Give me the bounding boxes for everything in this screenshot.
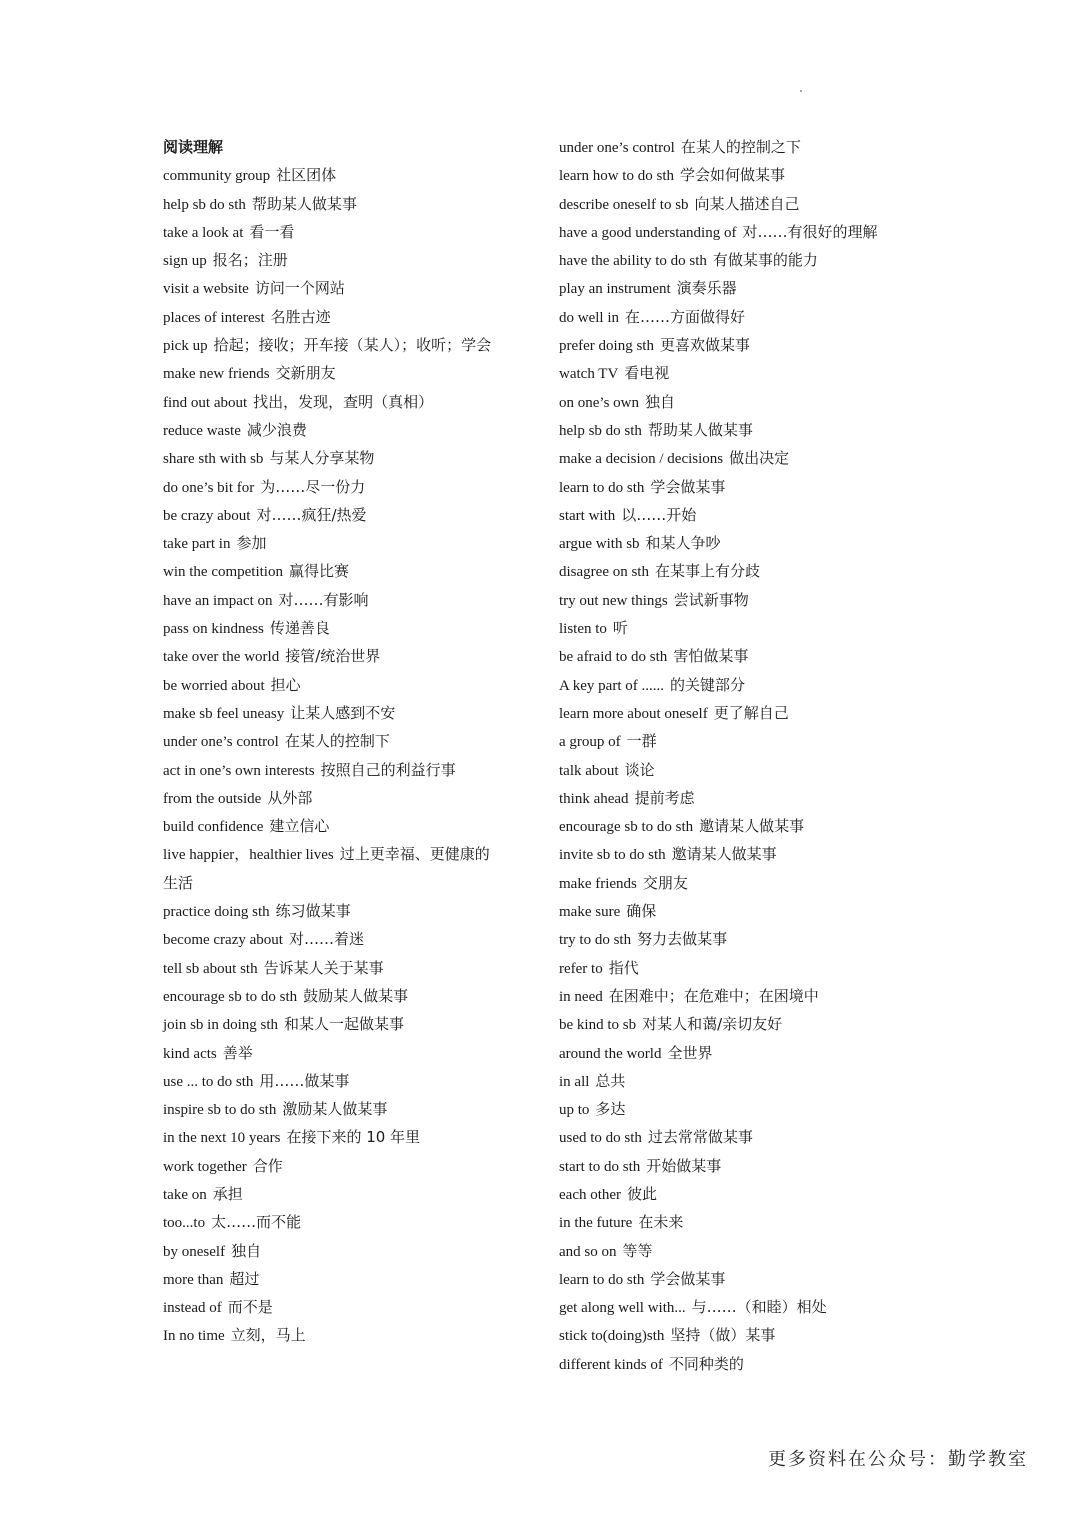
phrase-row bbox=[559, 1180, 959, 1208]
english-phrase: build confidence bbox=[163, 819, 264, 836]
english-phrase: be kind to sb bbox=[559, 1017, 637, 1034]
chinese-meaning: 帮助某人做某事 bbox=[251, 194, 357, 213]
chinese-meaning: 为……尽一份力 bbox=[260, 477, 366, 496]
chinese-meaning: 参加 bbox=[236, 534, 267, 553]
english-phrase: used to do sth bbox=[559, 1130, 642, 1147]
chinese-meaning: 与某人分享某物 bbox=[269, 449, 375, 468]
chinese-meaning: 合作 bbox=[252, 1156, 283, 1175]
phrase-row bbox=[163, 671, 543, 699]
english-phrase: under one’s control bbox=[163, 734, 279, 751]
phrase-row bbox=[163, 473, 543, 501]
phrase-row bbox=[559, 925, 959, 953]
phrase-row bbox=[559, 161, 959, 189]
english-phrase: think ahead bbox=[559, 790, 629, 807]
phrase-row bbox=[559, 1293, 959, 1321]
chinese-meaning: 演奏乐器 bbox=[676, 279, 737, 298]
chinese-meaning: 练习做某事 bbox=[275, 902, 351, 921]
english-phrase: refer to bbox=[559, 960, 603, 977]
chinese-meaning: 太……而不能 bbox=[211, 1213, 302, 1232]
english-phrase: be afraid to do sth bbox=[559, 649, 668, 666]
chinese-meaning: 谈论 bbox=[624, 760, 655, 779]
english-phrase: win the competition bbox=[163, 564, 283, 581]
english-phrase: up to bbox=[559, 1102, 590, 1119]
chinese-meaning: 害怕做某事 bbox=[673, 647, 749, 666]
phrase-row bbox=[163, 1321, 543, 1349]
chinese-meaning: 在……方面做得好 bbox=[625, 307, 746, 326]
english-phrase: listen to bbox=[559, 621, 607, 638]
chinese-meaning: 找出，发现，查明（真相） bbox=[253, 392, 434, 411]
phrase-row bbox=[559, 642, 959, 670]
english-phrase: try out new things bbox=[559, 592, 668, 609]
english-phrase: join sb in doing sth bbox=[163, 1017, 279, 1034]
phrase-row bbox=[559, 388, 959, 416]
chinese-meaning: 在接下来的 10 年里 bbox=[286, 1128, 421, 1147]
english-phrase: pick up bbox=[163, 338, 208, 355]
english-phrase: take over the world bbox=[163, 649, 280, 666]
stray-dot bbox=[800, 90, 802, 92]
english-phrase: more than bbox=[163, 1271, 224, 1288]
english-phrase: start to do sth bbox=[559, 1158, 641, 1175]
phrase-row bbox=[163, 812, 543, 840]
chinese-meaning: 在未来 bbox=[638, 1213, 684, 1232]
english-phrase: have an impact on bbox=[163, 592, 273, 609]
chinese-meaning: 而不是 bbox=[227, 1298, 273, 1317]
phrase-row bbox=[163, 1208, 543, 1236]
english-phrase: use ... to do sth bbox=[163, 1073, 254, 1090]
phrase-row bbox=[559, 1237, 959, 1265]
english-phrase: encourage sb to do sth bbox=[559, 819, 694, 836]
english-phrase: learn to do sth bbox=[559, 479, 645, 496]
chinese-meaning: 看电视 bbox=[624, 364, 670, 383]
right-column bbox=[559, 133, 959, 1378]
phrase-row bbox=[559, 473, 959, 501]
english-phrase: learn how to do sth bbox=[559, 168, 674, 185]
english-phrase: help sb do sth bbox=[163, 196, 246, 213]
chinese-meaning: 学会如何做某事 bbox=[679, 166, 785, 185]
english-phrase: live happier，healthier lives bbox=[163, 847, 334, 864]
english-phrase: from the outside bbox=[163, 790, 262, 807]
english-phrase: have the ability to do sth bbox=[559, 253, 707, 270]
english-phrase: prefer doing sth bbox=[559, 338, 654, 355]
chinese-meaning: 按照自己的利益行事 bbox=[320, 760, 456, 779]
english-phrase: describe oneself to sb bbox=[559, 196, 689, 213]
chinese-meaning: 社区团体 bbox=[276, 166, 337, 185]
chinese-meaning: 指代 bbox=[608, 958, 639, 977]
english-phrase: visit a website bbox=[163, 281, 249, 298]
chinese-meaning: 对……有影响 bbox=[278, 590, 369, 609]
english-phrase: on one’s own bbox=[559, 394, 639, 411]
phrase-row bbox=[559, 557, 959, 585]
phrase-row bbox=[163, 1067, 543, 1095]
phrase-row bbox=[559, 246, 959, 274]
english-phrase: stick to(doing)sth bbox=[559, 1328, 665, 1345]
phrase-row bbox=[163, 359, 543, 387]
chinese-meaning: 更喜欢做某事 bbox=[659, 336, 750, 355]
english-phrase: take part in bbox=[163, 536, 231, 553]
english-phrase: argue with sb bbox=[559, 536, 640, 553]
phrase-row bbox=[559, 1123, 959, 1151]
english-phrase: have a good understanding of bbox=[559, 224, 737, 241]
english-phrase: sign up bbox=[163, 253, 207, 270]
chinese-meaning: 超过 bbox=[229, 1269, 260, 1288]
phrase-row bbox=[163, 642, 543, 670]
phrase-row bbox=[559, 1095, 959, 1123]
english-phrase: In no time bbox=[163, 1328, 225, 1345]
chinese-meaning: 建立信心 bbox=[269, 817, 330, 836]
english-phrase: tell sb about sth bbox=[163, 960, 258, 977]
phrase-row bbox=[559, 756, 959, 784]
phrase-row bbox=[559, 840, 959, 868]
chinese-meaning: 访问一个网站 bbox=[254, 279, 345, 298]
chinese-meaning: 帮助某人做某事 bbox=[647, 420, 753, 439]
english-phrase: inspire sb to do sth bbox=[163, 1102, 277, 1119]
phrase-row bbox=[163, 897, 543, 925]
english-phrase: and so on bbox=[559, 1243, 617, 1260]
english-phrase: watch TV bbox=[559, 366, 619, 383]
english-phrase: reduce waste bbox=[163, 422, 241, 439]
left-column bbox=[163, 133, 543, 1350]
english-phrase: encourage sb to do sth bbox=[163, 988, 298, 1005]
phrase-row bbox=[163, 1123, 543, 1151]
chinese-meaning: 接管/统治世界 bbox=[285, 647, 381, 666]
chinese-meaning: 和某人一起做某事 bbox=[284, 1015, 405, 1034]
english-phrase: a group of bbox=[559, 734, 621, 751]
english-phrase: places of interest bbox=[163, 309, 265, 326]
chinese-meaning: 和某人争吵 bbox=[645, 534, 721, 553]
phrase-row bbox=[163, 614, 543, 642]
phrase-row bbox=[163, 246, 543, 274]
english-phrase: A key part of ...... bbox=[559, 677, 664, 694]
phrase-row bbox=[163, 557, 543, 585]
phrase-row bbox=[163, 982, 543, 1010]
english-phrase: different kinds of bbox=[559, 1356, 663, 1373]
english-phrase: find out about bbox=[163, 394, 248, 411]
english-phrase: in all bbox=[559, 1073, 590, 1090]
english-phrase: make a decision / decisions bbox=[559, 451, 724, 468]
phrase-row bbox=[163, 190, 543, 218]
english-phrase: in the future bbox=[559, 1215, 633, 1232]
chinese-meaning: 让某人感到不安 bbox=[290, 703, 396, 722]
phrase-row bbox=[559, 1039, 959, 1067]
phrase-row bbox=[163, 444, 543, 472]
phrase-row bbox=[559, 671, 959, 699]
english-phrase: too...to bbox=[163, 1215, 206, 1232]
chinese-meaning: 用……做某事 bbox=[259, 1071, 350, 1090]
phrase-row bbox=[163, 331, 543, 359]
phrase-row bbox=[163, 416, 543, 444]
phrase-row bbox=[163, 1152, 543, 1180]
english-phrase: act in one’s own interests bbox=[163, 762, 315, 779]
phrase-row bbox=[559, 1067, 959, 1095]
chinese-meaning: 交新朋友 bbox=[275, 364, 336, 383]
phrase-row bbox=[163, 303, 543, 331]
chinese-meaning: 多达 bbox=[595, 1100, 626, 1119]
english-phrase: make new friends bbox=[163, 366, 270, 383]
english-phrase: by oneself bbox=[163, 1243, 226, 1260]
chinese-meaning: 激励某人做某事 bbox=[282, 1100, 388, 1119]
chinese-meaning: 看一看 bbox=[249, 222, 295, 241]
phrase-row bbox=[163, 501, 543, 529]
phrase-row bbox=[163, 840, 543, 868]
english-phrase: invite sb to do sth bbox=[559, 847, 666, 864]
phrase-row bbox=[163, 869, 543, 897]
english-phrase: become crazy about bbox=[163, 932, 283, 949]
chinese-meaning: 鼓励某人做某事 bbox=[303, 986, 409, 1005]
phrase-row bbox=[559, 982, 959, 1010]
phrase-row bbox=[559, 133, 959, 161]
phrase-row bbox=[559, 444, 959, 472]
phrase-row bbox=[163, 784, 543, 812]
english-phrase: learn more about oneself bbox=[559, 705, 708, 722]
english-phrase: make sure bbox=[559, 904, 621, 921]
chinese-meaning: 告诉某人关于某事 bbox=[263, 958, 384, 977]
chinese-meaning: 有做某事的能力 bbox=[712, 251, 818, 270]
phrase-row bbox=[559, 699, 959, 727]
phrase-row bbox=[163, 218, 543, 246]
english-phrase: kind acts bbox=[163, 1045, 217, 1062]
phrase-row bbox=[559, 869, 959, 897]
chinese-meaning: 过上更幸福、更健康的 bbox=[339, 845, 490, 864]
english-phrase: take a look at bbox=[163, 224, 244, 241]
phrase-row bbox=[163, 1039, 543, 1067]
phrase-row bbox=[559, 359, 959, 387]
english-phrase: start with bbox=[559, 507, 616, 524]
phrase-row bbox=[163, 529, 543, 557]
chinese-meaning: 对……疯狂/热爱 bbox=[256, 505, 367, 524]
phrase-row bbox=[559, 529, 959, 557]
chinese-meaning: 对某人和蔼/亲切友好 bbox=[642, 1015, 783, 1034]
chinese-meaning: 在困难中；在危难中；在困境中 bbox=[608, 986, 819, 1005]
chinese-meaning: 努力去做某事 bbox=[637, 930, 728, 949]
english-phrase: talk about bbox=[559, 762, 619, 779]
phrase-row bbox=[559, 1208, 959, 1236]
chinese-meaning: 一群 bbox=[626, 732, 657, 751]
chinese-meaning: 名胜古迹 bbox=[270, 307, 331, 326]
english-phrase: do well in bbox=[559, 309, 619, 326]
chinese-meaning: 全世界 bbox=[667, 1043, 713, 1062]
phrase-row bbox=[559, 331, 959, 359]
phrase-row bbox=[559, 190, 959, 218]
chinese-meaning: 听 bbox=[612, 619, 628, 638]
chinese-meaning: 在某人的控制下 bbox=[284, 732, 390, 751]
chinese-meaning: 邀请某人做某事 bbox=[671, 845, 777, 864]
english-phrase: instead of bbox=[163, 1300, 222, 1317]
english-phrase: make friends bbox=[559, 875, 637, 892]
phrase-row bbox=[559, 1152, 959, 1180]
chinese-meaning: 从外部 bbox=[267, 788, 313, 807]
chinese-meaning: 邀请某人做某事 bbox=[699, 817, 805, 836]
chinese-meaning: 与……（和睦）相处 bbox=[691, 1298, 827, 1317]
chinese-meaning: 拾起；接收；开车接（某人）；收听；学会 bbox=[213, 336, 492, 355]
english-phrase: pass on kindness bbox=[163, 621, 264, 638]
chinese-meaning: 学会做某事 bbox=[650, 1269, 726, 1288]
chinese-meaning: 承担 bbox=[212, 1184, 243, 1203]
chinese-meaning: 学会做某事 bbox=[650, 477, 726, 496]
phrase-row bbox=[163, 388, 543, 416]
chinese-meaning: 在某人的控制之下 bbox=[680, 138, 801, 156]
phrase-row bbox=[559, 501, 959, 529]
phrase-row bbox=[559, 1265, 959, 1293]
phrase-row bbox=[559, 727, 959, 755]
chinese-meaning: 生活 bbox=[163, 873, 194, 892]
chinese-meaning: 减少浪费 bbox=[246, 420, 307, 439]
chinese-meaning: 总共 bbox=[595, 1071, 626, 1090]
english-phrase: work together bbox=[163, 1158, 247, 1175]
chinese-meaning: 独自 bbox=[231, 1241, 262, 1260]
english-phrase: share sth with sb bbox=[163, 451, 264, 468]
phrase-row bbox=[559, 614, 959, 642]
chinese-meaning: 报名；注册 bbox=[212, 251, 288, 270]
phrase-row bbox=[163, 954, 543, 982]
phrase-row bbox=[163, 1237, 543, 1265]
english-phrase: be crazy about bbox=[163, 507, 251, 524]
phrase-row bbox=[163, 1095, 543, 1123]
footer-note: 更多资料在公众号：勤学教室 bbox=[768, 1449, 1028, 1470]
chinese-meaning: 提前考虑 bbox=[634, 788, 695, 807]
chinese-meaning: 做出决定 bbox=[729, 449, 790, 468]
phrase-row bbox=[163, 1010, 543, 1038]
phrase-row bbox=[559, 218, 959, 246]
english-phrase: practice doing sth bbox=[163, 904, 270, 921]
phrase-row bbox=[163, 274, 543, 302]
english-phrase: get along well with... bbox=[559, 1300, 686, 1317]
phrase-row bbox=[559, 274, 959, 302]
english-phrase: be worried about bbox=[163, 677, 265, 694]
english-phrase: in the next 10 years bbox=[163, 1130, 281, 1147]
english-phrase: in need bbox=[559, 988, 603, 1005]
phrase-row bbox=[163, 727, 543, 755]
chinese-meaning: 赢得比赛 bbox=[288, 562, 349, 581]
phrase-row bbox=[559, 303, 959, 331]
phrase-row bbox=[559, 784, 959, 812]
phrase-row bbox=[559, 1350, 959, 1378]
chinese-meaning: 的关键部分 bbox=[669, 675, 745, 694]
chinese-meaning: 交朋友 bbox=[642, 873, 688, 892]
english-phrase: disagree on sth bbox=[559, 564, 649, 581]
phrase-row bbox=[163, 161, 543, 189]
english-phrase: do one’s bit for bbox=[163, 479, 255, 496]
english-phrase: try to do sth bbox=[559, 932, 632, 949]
chinese-meaning: 开始做某事 bbox=[646, 1156, 722, 1175]
phrase-row bbox=[559, 897, 959, 925]
chinese-meaning: 独自 bbox=[645, 392, 676, 411]
phrase-row bbox=[163, 925, 543, 953]
english-phrase: community group bbox=[163, 168, 271, 185]
chinese-meaning: 以……开始 bbox=[621, 505, 697, 524]
chinese-meaning: 更了解自己 bbox=[713, 703, 789, 722]
phrase-row bbox=[163, 699, 543, 727]
phrase-row bbox=[163, 586, 543, 614]
chinese-meaning: 过去常常做某事 bbox=[647, 1128, 753, 1147]
phrase-row bbox=[163, 1293, 543, 1321]
english-phrase: learn to do sth bbox=[559, 1271, 645, 1288]
chinese-meaning: 传递善良 bbox=[269, 619, 330, 638]
phrase-row bbox=[163, 1265, 543, 1293]
chinese-meaning: 确保 bbox=[626, 902, 657, 921]
phrase-row bbox=[559, 586, 959, 614]
english-phrase: take on bbox=[163, 1186, 207, 1203]
chinese-meaning: 不同种类的 bbox=[668, 1354, 744, 1373]
phrase-row bbox=[559, 416, 959, 444]
chinese-meaning: 坚持（做）某事 bbox=[670, 1326, 776, 1345]
phrase-row bbox=[559, 812, 959, 840]
chinese-meaning: 担心 bbox=[270, 675, 301, 694]
english-phrase: help sb do sth bbox=[559, 422, 642, 439]
chinese-meaning: 立刻，马上 bbox=[230, 1326, 306, 1345]
chinese-meaning: 对……有很好的理解 bbox=[742, 222, 878, 241]
chinese-meaning: 对……着迷 bbox=[288, 930, 364, 949]
chinese-meaning: 等等 bbox=[622, 1241, 653, 1260]
phrase-row bbox=[559, 1321, 959, 1349]
english-phrase: make sb feel uneasy bbox=[163, 705, 285, 722]
chinese-meaning: 在某事上有分歧 bbox=[654, 562, 760, 581]
chinese-meaning: 向某人描述自己 bbox=[694, 194, 800, 213]
phrase-row bbox=[559, 1010, 959, 1038]
chinese-meaning: 尝试新事物 bbox=[673, 590, 749, 609]
english-phrase: under one’s control bbox=[559, 140, 675, 156]
phrase-row bbox=[559, 954, 959, 982]
section-heading: 阅读理解 bbox=[163, 138, 224, 156]
chinese-meaning: 彼此 bbox=[627, 1184, 658, 1203]
phrase-row bbox=[163, 1180, 543, 1208]
english-phrase: around the world bbox=[559, 1045, 662, 1062]
english-phrase: play an instrument bbox=[559, 281, 671, 298]
english-phrase: each other bbox=[559, 1186, 622, 1203]
chinese-meaning: 善举 bbox=[222, 1043, 253, 1062]
phrase-row bbox=[163, 756, 543, 784]
